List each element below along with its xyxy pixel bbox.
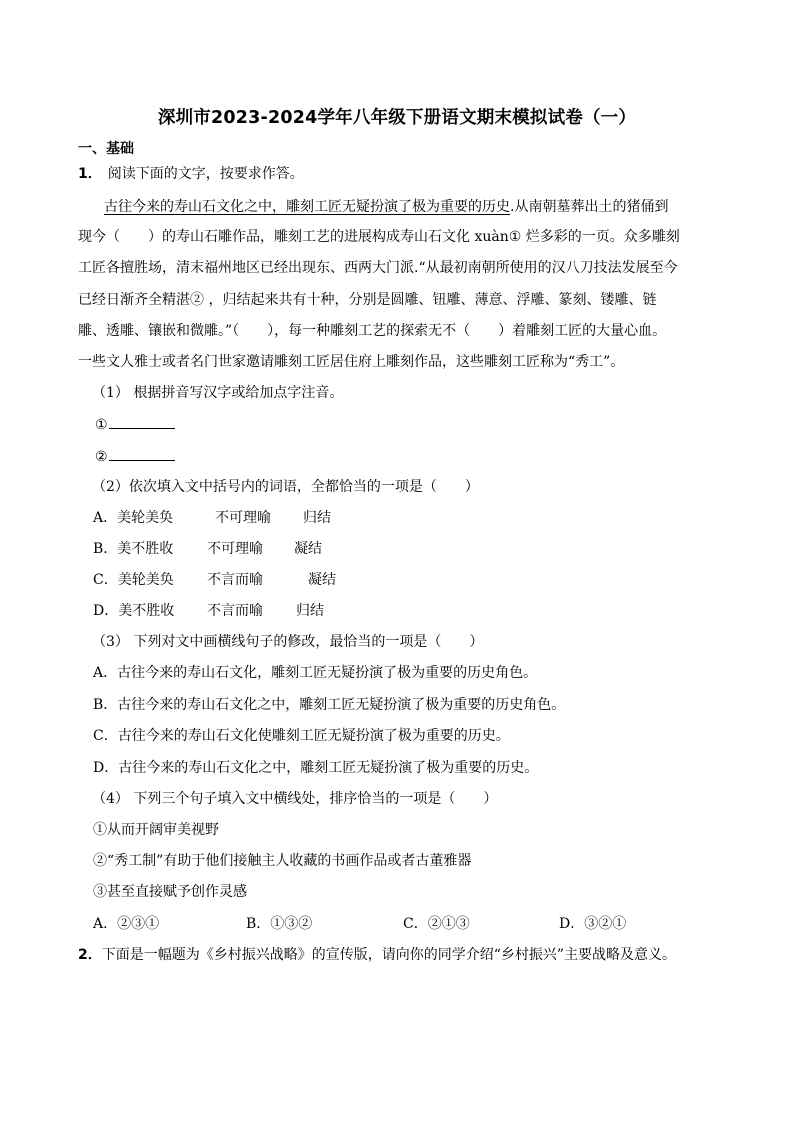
sentence-2: ②“秀工制”有助于他们接触主人收藏的书画作品或者古董雅器: [93, 853, 472, 869]
question-2-number: 2．: [78, 947, 102, 963]
page-title: 深圳市2023-2024学年八年级下册语文期末模拟试卷（一）: [157, 108, 637, 128]
sub2-option-d[interactable]: [93, 601, 324, 621]
option-c-word-2: 不言而喻: [207, 572, 263, 588]
question-2-stem: [78, 945, 676, 965]
passage-line-2: 现今（ ）的寿山石雕作品，雕刻工艺的进展构成寿山石文化 xuàn① 烂多彩的一页。众多雕刻: [78, 229, 680, 245]
option-d-word-2: 不言而喻: [207, 603, 263, 619]
question-1-number: 1．: [78, 166, 102, 182]
sub3-option-d[interactable]: D．古往今来的寿山石文化之中，雕刻工匠无疑扮演了极为重要的历史。: [93, 760, 539, 776]
blank-1-line[interactable]: [109, 414, 175, 429]
sub3-option-b[interactable]: B．古往今来的寿山石文化之中，雕刻工匠无疑扮演了极为重要的历史角色。: [93, 697, 566, 713]
option-d-word-1: D．美不胜收: [93, 603, 175, 619]
passage-line-3: 工匠各擅胜场，清末福州地区已经出现东、西两大门派.“从最初南朝所使用的汉八刀技法发展至今: [78, 260, 678, 276]
option-c-word-3: 凝结: [308, 572, 336, 588]
sentence-3: ③甚至直接赋予创作灵感: [93, 884, 247, 900]
section-heading-basics: 一、基础: [78, 141, 134, 157]
option-a-word-2: 不可理喻: [215, 510, 271, 526]
option-b-word-2: 不可理喻: [207, 541, 263, 557]
option-b-word-1: B．美不胜收: [93, 541, 174, 557]
option-a-word-1: A．美轮美奂: [93, 510, 174, 526]
sub-question-1-label: （1） 根据拼音写汉字或给加点字注音。: [92, 385, 344, 401]
passage-line-1-rest: .从南朝墓葬出土的猪俑到: [510, 199, 669, 215]
passage-line-1: [104, 197, 668, 217]
blank-2-line[interactable]: [109, 446, 175, 461]
question-2-text: 下面是一幅题为《乡村振兴战略》的宣传版，请向你的同学介绍“乡村振兴”主要战略及意义。: [101, 947, 677, 963]
sub-question-4-label: （4） 下列三个句子填入文中横线处，排序恰当的一项是（ ）: [92, 791, 498, 807]
option-a-word-3: 归结: [303, 510, 331, 526]
blank-2-marker: ②: [95, 449, 108, 465]
sub3-option-c[interactable]: C．古往今来的寿山石文化使雕刻工匠无疑扮演了极为重要的历史。: [93, 728, 510, 744]
question-1-stem: [78, 164, 304, 184]
option-c-word-1: C．美轮美奂: [93, 572, 174, 588]
answer-blank-1[interactable]: [95, 414, 175, 435]
sub4-option-a[interactable]: A．②③①: [93, 916, 160, 932]
sub-question-2-label: （2）依次填入文中括号内的词语，全都恰当的一项是（ ）: [92, 479, 479, 495]
sub-question-3-label: （3） 下列对文中画横线句子的修改，最恰当的一项是（ ）: [92, 634, 484, 650]
sub2-option-c[interactable]: [93, 570, 336, 590]
sub4-option-d[interactable]: D．③②①: [559, 916, 627, 932]
passage-line-4: 已经日渐齐全精湛② ，归结起来共有十种，分别是圆雕、钮雕、薄意、浮雕、篆刻、镂雕、链: [78, 292, 657, 308]
underlined-sentence: 古往今来的寿山石文化之中，雕刻工匠无疑扮演了极为重要的历史: [104, 199, 510, 215]
sub4-option-b[interactable]: B．①③②: [246, 916, 313, 932]
answer-blank-2[interactable]: [95, 446, 175, 467]
question-1-text: 阅读下面的文字，按要求作答。: [107, 166, 304, 182]
option-b-word-3: 凝结: [294, 541, 322, 557]
passage-line-5: 雕、透雕、镶嵌和微雕。”（ ），每一种雕刻工艺的探索无不（ ）着雕刻工匠的大量心血。: [78, 323, 667, 339]
option-d-word-3: 归结: [296, 603, 324, 619]
passage-line-6: 一些文人雅士或者名门世家邀请雕刻工匠居住府上雕刻作品，这些雕刻工匠称为“秀工”。: [78, 354, 625, 370]
sentence-1: ①从而开阔审美视野: [93, 822, 219, 838]
sub2-option-b[interactable]: [93, 539, 322, 559]
sub2-option-a[interactable]: [93, 508, 331, 528]
sub4-option-c[interactable]: C．②①③: [403, 916, 470, 932]
sub3-option-a[interactable]: A．古往今来的寿山石文化，雕刻工匠无疑扮演了极为重要的历史角色。: [93, 665, 538, 681]
blank-1-marker: ①: [95, 417, 108, 433]
